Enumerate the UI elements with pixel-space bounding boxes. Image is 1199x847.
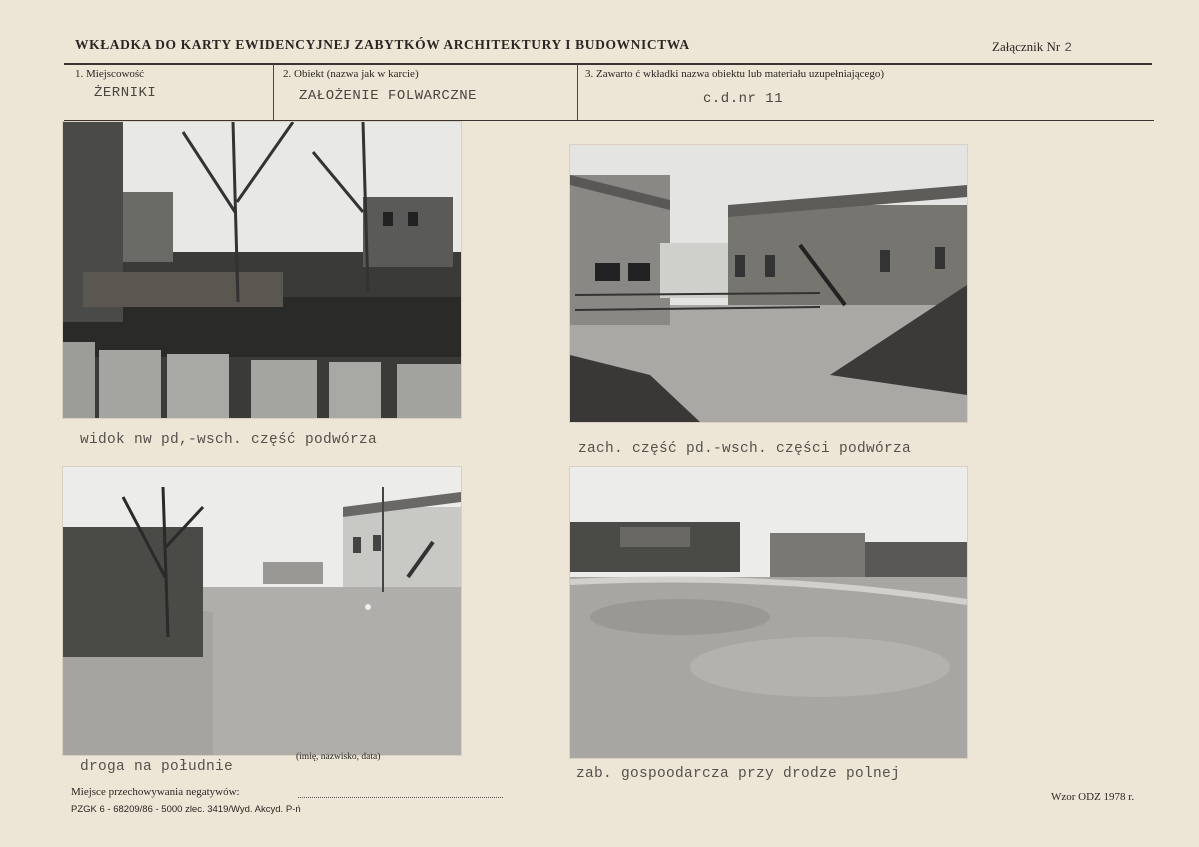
caption-photo-4: zab. gospoodarcza przy drodze polnej (576, 766, 901, 782)
photo-courtyard-west (570, 145, 967, 422)
field-divider-2 (577, 63, 578, 120)
form-model: Wzor ODZ 1978 r. (1051, 791, 1135, 803)
field-locality-label: 1. Miejscowość (75, 68, 145, 80)
header-rule-bottom (64, 120, 1154, 121)
page-title: WKŁADKA DO KARTY EWIDENCYJNEJ ZABYTKÓW ARCHITEKTURY I BUDOWNICTWA (75, 37, 690, 52)
photo-road-south (63, 467, 461, 755)
print-info: PZGK 6 - 68209/86 - 5000 zlec. 3419/Wyd. Akcyd. P-ń (71, 804, 301, 815)
field-contents-value: c.d.nr 11 (703, 91, 784, 107)
negatives-label: Miejsce przechowywania negatywów: (71, 786, 240, 798)
caption-photo-3: droga na południe (80, 759, 234, 775)
annex-label-text: Załącznik Nr (992, 39, 1061, 54)
caption-photo-2: zach. część pd.-wsch. części podwórza (578, 441, 912, 457)
annex-label (992, 39, 1072, 55)
header-rule-top (64, 63, 1152, 65)
field-divider-1 (273, 63, 274, 120)
annex-number: 2 (1064, 40, 1073, 55)
negatives-line (298, 797, 503, 798)
author-hint: (imię, nazwisko, data) (296, 752, 381, 762)
field-contents-label: 3. Zawarto ć wkładki nazwa obiektu lub materiału uzupełniającego) (585, 68, 885, 80)
photo-farm-building (570, 467, 967, 758)
field-object-label: 2. Obiekt (nazwa jak w karcie) (283, 68, 419, 80)
field-object-value: ZAŁOŻENIE FOLWARCZNE (299, 88, 478, 104)
field-locality-value: ŻERNIKI (94, 85, 157, 101)
photo-courtyard-northwest (63, 122, 461, 418)
caption-photo-1: widok nw pd,-wsch. część podwórza (80, 432, 378, 448)
